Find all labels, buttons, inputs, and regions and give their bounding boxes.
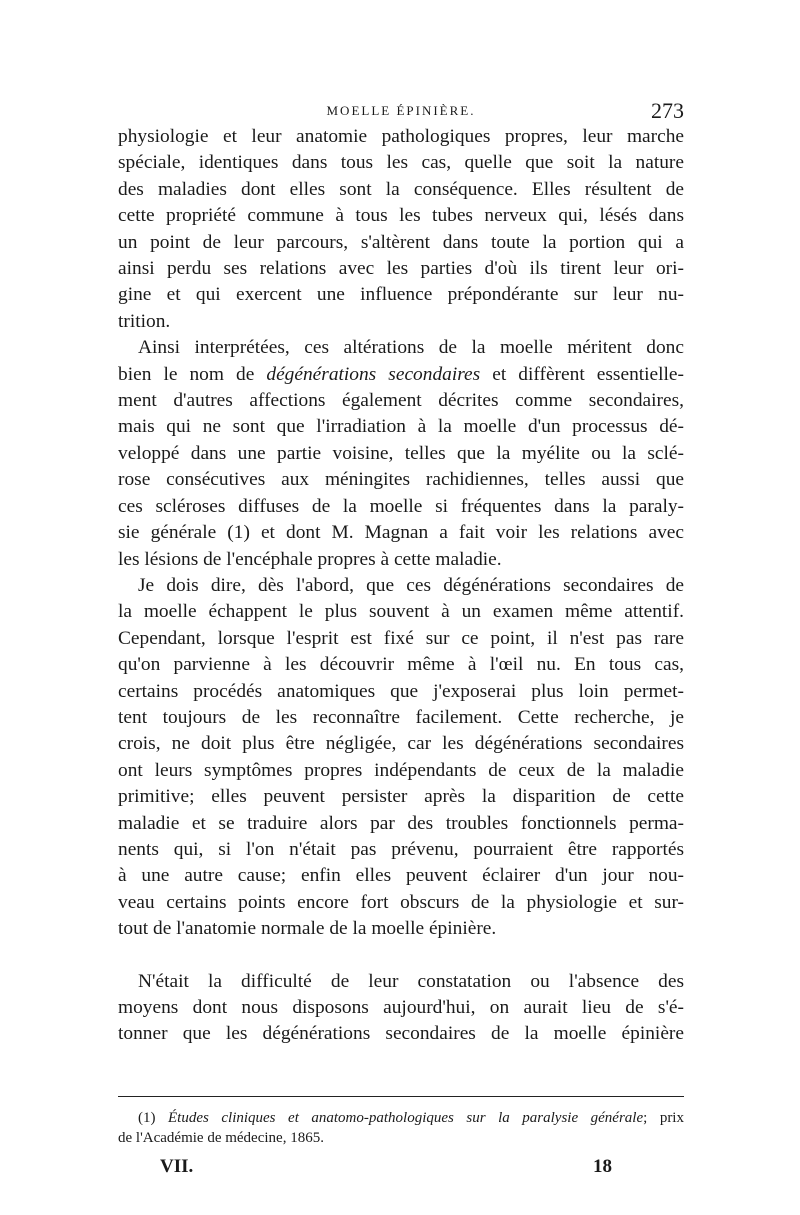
footnote-suffix: ; prix bbox=[643, 1110, 684, 1126]
text-segment: bien le nom de bbox=[118, 363, 267, 385]
paragraph-3 bbox=[118, 573, 684, 943]
text-line: ont leurs symptômes propres indépendants de ceux de la maladie bbox=[118, 759, 684, 781]
paragraph-2 bbox=[118, 335, 684, 573]
body-text bbox=[118, 124, 684, 1048]
text-line: ainsi perdu ses relations avec les parties d'où ils tirent leur ori- bbox=[118, 258, 684, 280]
text-segment: et diffèrent essentielle- bbox=[480, 363, 684, 385]
running-title: MOELLE ÉPINIÈRE. bbox=[326, 103, 476, 118]
text-line: primitive; elles peuvent persister après la disparition de cette bbox=[118, 786, 684, 808]
footnote-title: Études cliniques et anatomo-pathologiques sur la paralysie générale bbox=[168, 1110, 644, 1126]
text-line: tent toujours de les reconnaître facilement. Cette recherche, je bbox=[118, 706, 684, 728]
text-line: crois, ne doit plus être négligée, car les dégénérations secondaires bbox=[118, 733, 684, 755]
text-line: sie générale (1) et dont M. Magnan a fait voir les relations avec bbox=[118, 522, 684, 544]
signature-mark-right: 18 bbox=[593, 1156, 612, 1177]
page-header bbox=[118, 98, 684, 122]
text-line: la moelle échappent le plus souvent à un examen même attentif. bbox=[118, 601, 684, 623]
page-number: 273 bbox=[651, 98, 684, 123]
text-line: nents qui, si l'on n'était pas prévenu, pourraient être rapportés bbox=[118, 838, 684, 860]
text-line: maladie et se traduire alors par des troubles fonctionnels perma- bbox=[118, 812, 684, 834]
text-line: qu'on parvienne à les découvrir même à l'œil nu. En tous cas, bbox=[118, 654, 684, 676]
text-line: physiologie et leur anatomie pathologiques propres, leur marche bbox=[118, 126, 684, 147]
text-line: veau certains points encore fort obscurs de la physiologie et sur- bbox=[118, 891, 684, 913]
text-line: rose consécutives aux méningites rachidiennes, telles aussi que bbox=[118, 469, 684, 491]
text-line: cette propriété commune à tous les tubes nerveux qui, lésés dans bbox=[118, 205, 684, 227]
text-line: à une autre cause; enfin elles peuvent éclairer d'un jour nou- bbox=[118, 865, 684, 887]
text-line: tout de l'anatomie normale de la moelle épinière. bbox=[118, 918, 497, 940]
text-line: les lésions de l'encéphale propres à cette maladie. bbox=[118, 548, 502, 570]
footnote-marker: (1) bbox=[138, 1110, 169, 1126]
text-line: N'était la difficulté de leur constatation ou l'absence des bbox=[138, 970, 684, 992]
text-line: ment d'autres affections également décrites comme secondaires, bbox=[118, 390, 684, 412]
text-line: certains procédés anatomiques que j'exposerai plus loin permet- bbox=[118, 680, 684, 702]
text-line: Ainsi interprétées, ces altérations de la moelle méritent donc bbox=[138, 337, 684, 359]
signature-mark-left: VII. bbox=[160, 1156, 194, 1177]
text-line: un point de leur parcours, s'altèrent dans toute la portion qui a bbox=[118, 231, 684, 253]
text-line: spéciale, identiques dans tous les cas, quelle que soit la nature bbox=[118, 152, 684, 174]
text-line: ces scléroses diffuses de la moelle si fréquentes dans la paraly- bbox=[118, 495, 684, 517]
text-line: Je dois dire, dès l'abord, que ces dégénérations secondaires de bbox=[138, 574, 684, 596]
footnote-divider bbox=[118, 1096, 684, 1097]
text-line: mais qui ne sont que l'irradiation à la moelle d'un processus dé- bbox=[118, 416, 684, 438]
footnote-line: de l'Académie de médecine, 1865. bbox=[118, 1130, 324, 1146]
text-line: tonner que les dégénérations secondaires de la moelle épinière bbox=[118, 1023, 684, 1045]
text-line: gine et qui exercent une influence prépondérante sur leur nu- bbox=[118, 284, 684, 306]
text-line: veloppé dans une partie voisine, telles que la myélite ou la sclé- bbox=[118, 442, 684, 464]
footnote bbox=[118, 1108, 684, 1148]
footnote-line bbox=[118, 1108, 684, 1128]
text-line: moyens dont nous disposons aujourd'hui, on aurait lieu de s'é- bbox=[118, 997, 684, 1018]
text-line-with-italic bbox=[118, 362, 684, 388]
text-line: des maladies dont elles sont la conséquence. Elles résultent de bbox=[118, 178, 684, 200]
italic-term: dégénérations secondaires bbox=[266, 363, 481, 385]
text-line: trition. bbox=[118, 310, 171, 332]
text-line: Cependant, lorsque l'esprit est fixé sur ce point, il n'est pas rare bbox=[118, 627, 684, 649]
paragraph-4 bbox=[118, 969, 684, 1048]
paragraph-1 bbox=[118, 124, 684, 335]
page-footer bbox=[160, 1156, 612, 1182]
